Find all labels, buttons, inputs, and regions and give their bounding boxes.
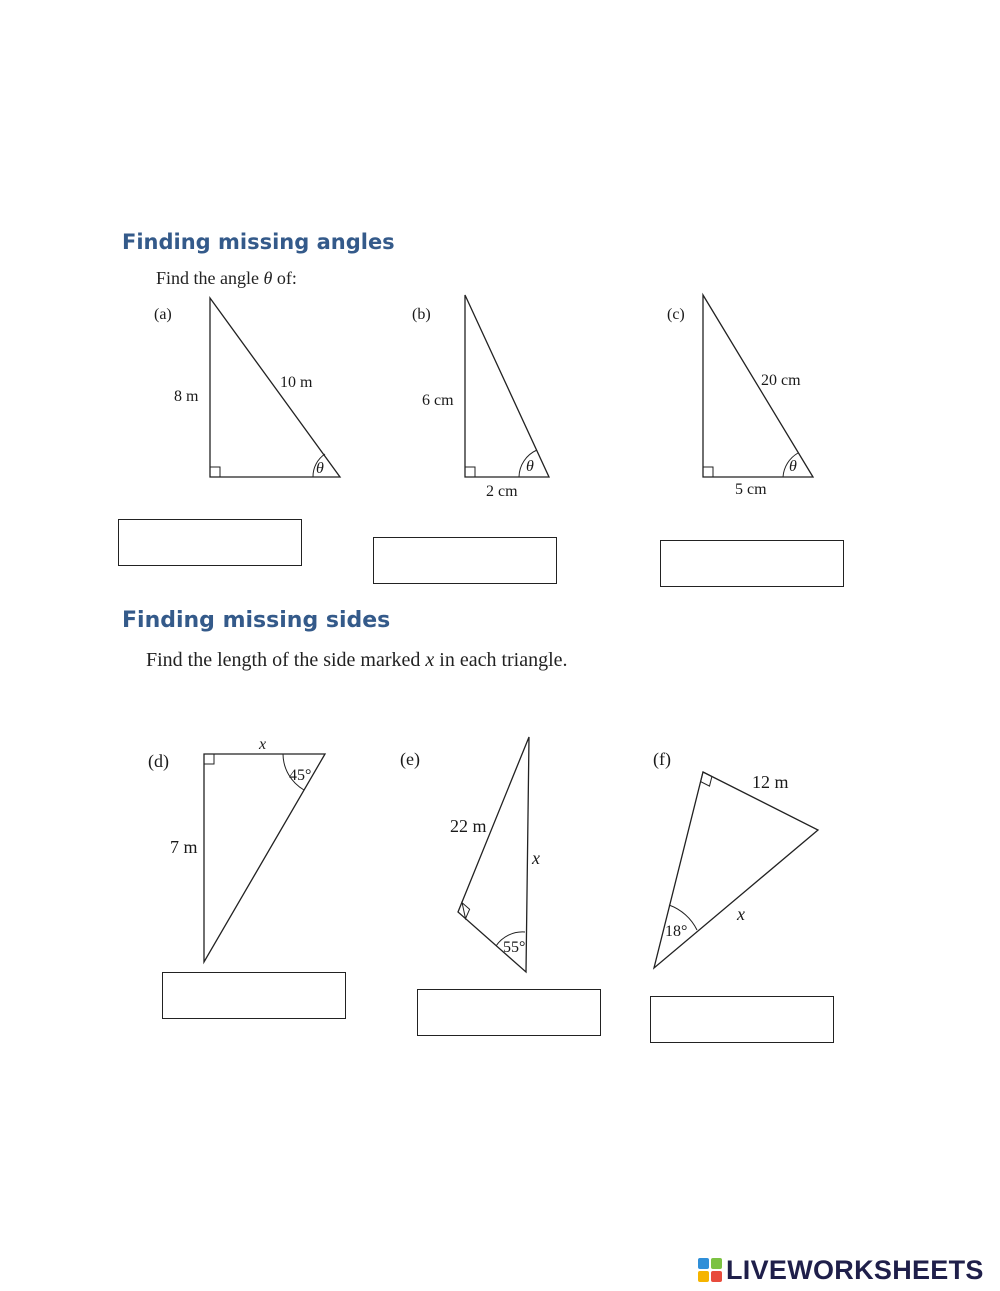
problem-label-f: (f) [653, 749, 671, 769]
triangle-c [665, 292, 830, 507]
angle-label-a: θ [316, 460, 324, 477]
brand-logo [698, 1255, 984, 1285]
side-label-e-left: 22 m [450, 816, 487, 836]
liveworksheets-icon [698, 1258, 722, 1282]
problem-label-a: (a) [154, 306, 172, 323]
side-label-b-vertical: 6 cm [422, 392, 454, 409]
side-label-e-right: x [532, 848, 540, 868]
side-label-f-bottom: x [737, 904, 745, 924]
angle-label-b: θ [526, 458, 534, 475]
side-label-b-base: 2 cm [486, 483, 518, 500]
problem-label-d: (d) [148, 751, 169, 771]
side-label-a-vertical: 8 m [174, 388, 199, 405]
triangle-b [408, 292, 568, 507]
answer-input-f[interactable] [650, 996, 834, 1043]
brand-text: LIVEWORKSHEETS [726, 1254, 984, 1285]
instruction-angles: Find the angle θ of: [156, 268, 297, 288]
problem-label-e: (e) [400, 749, 420, 769]
angle-label-d: 45° [289, 767, 312, 784]
side-label-f-top: 12 m [752, 772, 789, 792]
problem-label-b: (b) [412, 306, 431, 323]
brand-icon-tile-4 [711, 1271, 722, 1282]
instruction-sides: Find the length of the side marked x in each triangle. [146, 649, 568, 671]
answer-input-e[interactable] [417, 989, 601, 1036]
side-label-d-top: x [259, 736, 267, 753]
angle-label-c: θ [789, 458, 797, 475]
triangle-d [145, 732, 335, 967]
side-label-d-vertical: 7 m [170, 837, 198, 857]
section-title-angles: Finding missing angles [122, 230, 395, 254]
angle-label-f: 18° [665, 923, 688, 940]
side-label-c-hyp: 20 cm [761, 372, 801, 389]
triangle-f [650, 740, 830, 975]
side-label-c-base: 5 cm [735, 481, 767, 498]
answer-input-c[interactable] [660, 540, 844, 587]
brand-icon-tile-3 [698, 1271, 709, 1282]
brand-icon-tile-1 [698, 1258, 709, 1269]
angle-label-e: 55° [503, 939, 526, 956]
triangle-e [398, 732, 548, 977]
answer-input-d[interactable] [162, 972, 346, 1019]
answer-input-b[interactable] [373, 537, 557, 584]
problem-label-c: (c) [667, 306, 685, 323]
triangle-a [150, 295, 360, 495]
side-label-a-hyp: 10 m [280, 374, 313, 391]
section-title-sides: Finding missing sides [122, 608, 391, 633]
answer-input-a[interactable] [118, 519, 302, 566]
brand-icon-tile-2 [711, 1258, 722, 1269]
